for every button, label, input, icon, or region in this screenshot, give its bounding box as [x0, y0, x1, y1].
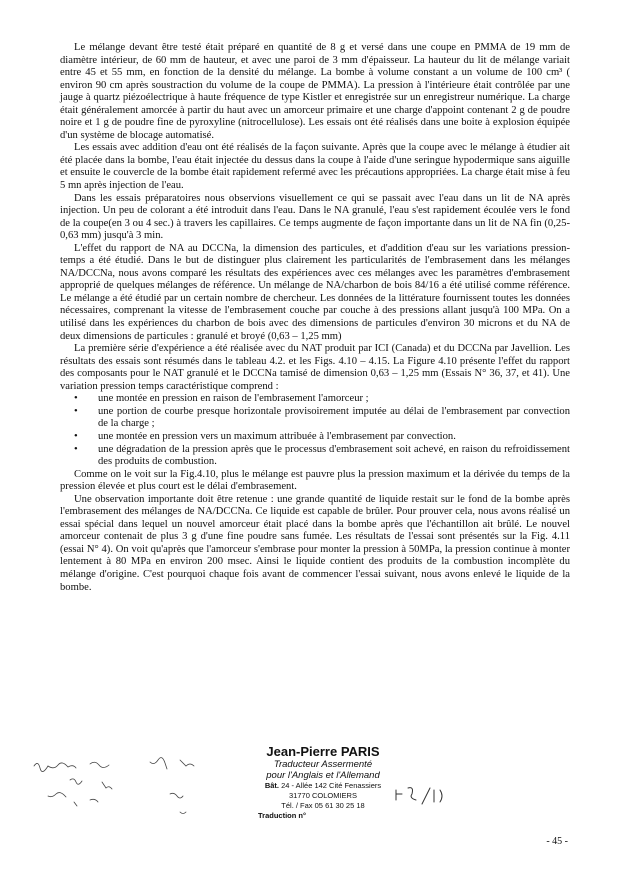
paragraph-1: Le mélange devant être testé était préparé en quantité de 8 g et versé dans une coupe en PMMA de 19 mm de diamètre intérieur, de 60 mm de hauteur, et avec une paroi de 3 mm d'épaisseur. La hauteur du lit de mélange variait entre 45 et 55 mm, en fonction de la densité du mélange. La bombe à volume constant a un volume de 100 cm³ ( environ 90 cm après soustraction du volume de la coupe de PMMA). La pression à l'intérieure était contrôlée par une jauge à quartz piézoélectrique à haute fréquence de type Kistler et enregistrée sur un enregistreur numérique. La charge était généralement amorcée à partir du haut avec un amorceur primaire et une charge d'appoint contenant 2 g de poudre noire et 1 g de poudre fine de pyroxyline (nitrocellulose). Les essais ont été réalisés dans une boite à explosion équipée d'un système de blocage automatisé. [60, 42, 570, 141]
stamp-address-line [238, 781, 408, 791]
bullet-item-3: • une montée en pression vers un maximum attribuée à l'embrasement par convection. [98, 431, 570, 444]
bullet-item-1: • une montée en pression en raison de l'embrasement l'amorceur ; [98, 393, 570, 406]
handwritten-signature [30, 752, 260, 832]
stamp-translation-line [238, 811, 408, 821]
stamp-address-label: Bât. [264, 781, 279, 790]
bullet-list [60, 393, 570, 468]
translator-stamp [238, 744, 408, 821]
paragraph-7: Une observation importante doit être retenue : une grande quantité de liquide restait sur le fond de la bombe après l'embrasement des mélanges de NA/DCCNa. Ce liquide est capable de brûler. Pour prouver cela, nous avons réalisé un essai spécial dans lequel un nouvel amorceur était placé dans la bombe après que l'échantillon ait brûlé. Le nouvel amorceur contenait de plus 3 g d'une fine poudre sans fumée. Les résultats de l'essai sont présentés sur la Fig. 4.11 (essai N° 4). On voit qu'après que l'amorceur s'embrase pour monter la pression à 50MPa, la pression continue à monter lentement à 80 MPa en environ 200 msec. Ainsi le liquide contient des produits de la combustion incomplète du mélange d'origine. C'est pourquoi chaque fois avant de commencer l'essai suivant, nous avons enlevé le liquide de la bombe. [60, 493, 570, 593]
paragraph-3: Dans les essais préparatoires nous observions visuellement ce qui se passait avec l'eau dans un lit de NA après injection. Un peu de colorant a été introduit dans l'eau. Dans le NA granulé, l'eau s'est rapidement écoulée vers le fond de la coupe(en 3 ou 4 sec.) à travers les capillaires. Ce temps augmente de façon importante dans un lit de NA fin (0,25-0,63 mm) jusqu'à 3 min. [60, 192, 570, 242]
page-number: - 45 - [546, 836, 568, 847]
stamp-name: Jean-Pierre PARIS [266, 744, 380, 759]
body-text [60, 42, 570, 594]
stamp-phone: Tél. / Fax 05 61 30 25 18 [281, 801, 365, 810]
stamp-city: 31770 COLOMIERS [289, 791, 357, 800]
stamp-translation-label: Traduction n° [258, 811, 306, 820]
stamp-title: Traducteur Assermenté [273, 759, 373, 770]
bullet-item-4: • une dégradation de la pression après que le processus d'embrasement soit achevé, en raison du refroidissement des produits de combustion. [98, 444, 570, 469]
paragraph-2: Les essais avec addition d'eau ont été réalisés de la façon suivante. Après que la coupe avec le mélange à étudier ait été placée dans la bombe, l'eau était injectée du dessus dans la coupe à l'aide d'une seringue hypodermique sans aiguille et ensuite le couvercle de la bombe était rapidement refermé avec les précautions appropriées. La charge était mise à feu 5 mn après injection de l'eau. [60, 142, 570, 192]
paragraph-5: La première série d'expérience a été réalisée avec du NAT produit par ICI (Canada) et du DCCNa par Javellion. Les résultats des essais sont résumés dans le tableau 4.2. et les Figs. 4.10 – 4.15. La Figure 4.10 présente l'effet du rapport des composants pour le NAT granulé et le DCCNa tamisé de dimension 0,63 – 1,25 mm (Essais N° 36, 37, et 41). Une variation pression temps caractéristique comprend : [60, 343, 570, 392]
handwritten-annotation [392, 784, 452, 810]
stamp-languages: pour l'Anglais et l'Allemand [266, 770, 380, 781]
bullet-item-2: • une portion de courbe presque horizontale provisoirement imputée au délai de l'embrasement par convection de la charge ; [98, 406, 570, 431]
paragraph-4: L'effet du rapport de NA au DCCNa, la dimension des particules, et d'addition d'eau sur les variations pression-temps a été étudié. Dans le but de distinguer plus clairement les particularités de l'embrasement dans les mélanges NA/DCCNa, nous avons comparé les résultats des expériences avec ces mélanges avec les paramètres d'embrasement approprié de quelques mélanges de référence. Un mélange de NA/charbon de bois 84/16 a été utilisé comme référence. Le mélange a été étudié par un certain nombre de chercheur. Les données de la littérature fournissent toutes les données nécessaires, comprenant la vitesse de l'embrasement couche par couche à des pressions allant jusqu'à 100 MPa. On a utilisé dans les expériences du charbon de bois avec des dimensions de particules d'environ 30 microns et du NA de deux dimensions de particules : granulé et broyé (0,63 – 1,25 mm) [60, 242, 570, 342]
stamp-address: 24 - Allée 142 Cité Fenassiers [281, 781, 382, 790]
paragraph-6: Comme on le voit sur la Fig.4.10, plus le mélange est pauvre plus la pression maximum et la dérivée du temps de la pression élevée et plus court est le délai d'embrasement. [60, 468, 570, 493]
